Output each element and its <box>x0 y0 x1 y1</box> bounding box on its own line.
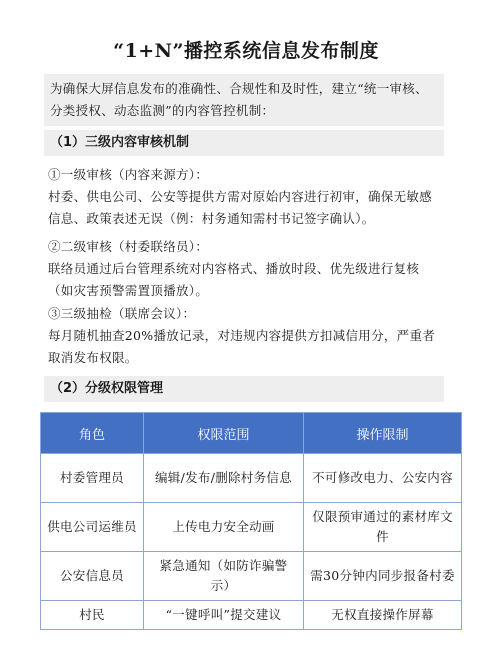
intro-paragraph: 为确保大屏信息发布的准确性、合规性和及时性，建立“统一审核、分类授权、动态监测”的内容管控机制： <box>44 74 444 126</box>
table-row <box>41 503 462 552</box>
review-level-1-body: 村委、供电公司、公安等提供方需对原始内容进行初审，确保无敏感信息、政策表述无误（例：村务通知需村书记签字确认）。 <box>48 189 433 226</box>
table-cell: 紧急通知（如防诈骗警示） <box>144 552 304 601</box>
review-level-3-body: 每月随机抽查20%播放记录，对违规内容提供方扣减信用分，严重者取消发布权限。 <box>48 328 436 365</box>
table-cell: 需30分钟内同步报备村委 <box>304 552 462 601</box>
permissions-table <box>40 412 462 630</box>
table-cell: 供电公司运维员 <box>41 503 144 552</box>
table-cell: 村委管理员 <box>41 454 144 503</box>
table-cell: “一键呼叫”提交建议 <box>144 601 304 630</box>
column-header-limits: 操作限制 <box>304 413 462 454</box>
review-level-2-body: 联络员通过后台管理系统对内容格式、播放时段、优先级进行复核（如灾害预警需置顶播放）。 <box>48 261 420 298</box>
table-row <box>41 601 462 630</box>
table-row <box>41 552 462 601</box>
review-level-2 <box>48 236 444 302</box>
table-cell: 仅限预审通过的素材库文件 <box>304 503 462 552</box>
table-cell: 无权直接操作屏幕 <box>304 601 462 630</box>
review-level-3-head: ③三级抽检（联席会议）： <box>48 306 196 321</box>
section-heading-permissions: （2）分级权限管理 <box>44 376 444 402</box>
review-level-2-head: ②二级审核（村委联络员）： <box>48 239 209 254</box>
table-cell: 编辑/发布/删除村务信息 <box>144 454 304 503</box>
table-cell: 村民 <box>41 601 144 630</box>
table-cell: 公安信息员 <box>41 552 144 601</box>
table-header-row <box>41 413 462 454</box>
review-level-1 <box>48 164 444 230</box>
review-level-1-head: ①一级审核（内容来源方）： <box>48 167 209 182</box>
section-heading-review: （1）三级内容审核机制 <box>44 130 444 156</box>
review-level-3 <box>48 303 444 369</box>
page-title: “1+N”播控系统信息发布制度 <box>113 40 379 62</box>
column-header-role: 角色 <box>41 413 144 454</box>
table-cell: 不可修改电力、公安内容 <box>304 454 462 503</box>
table-cell: 上传电力安全动画 <box>144 503 304 552</box>
column-header-scope: 权限范围 <box>144 413 304 454</box>
table-row <box>41 454 462 503</box>
